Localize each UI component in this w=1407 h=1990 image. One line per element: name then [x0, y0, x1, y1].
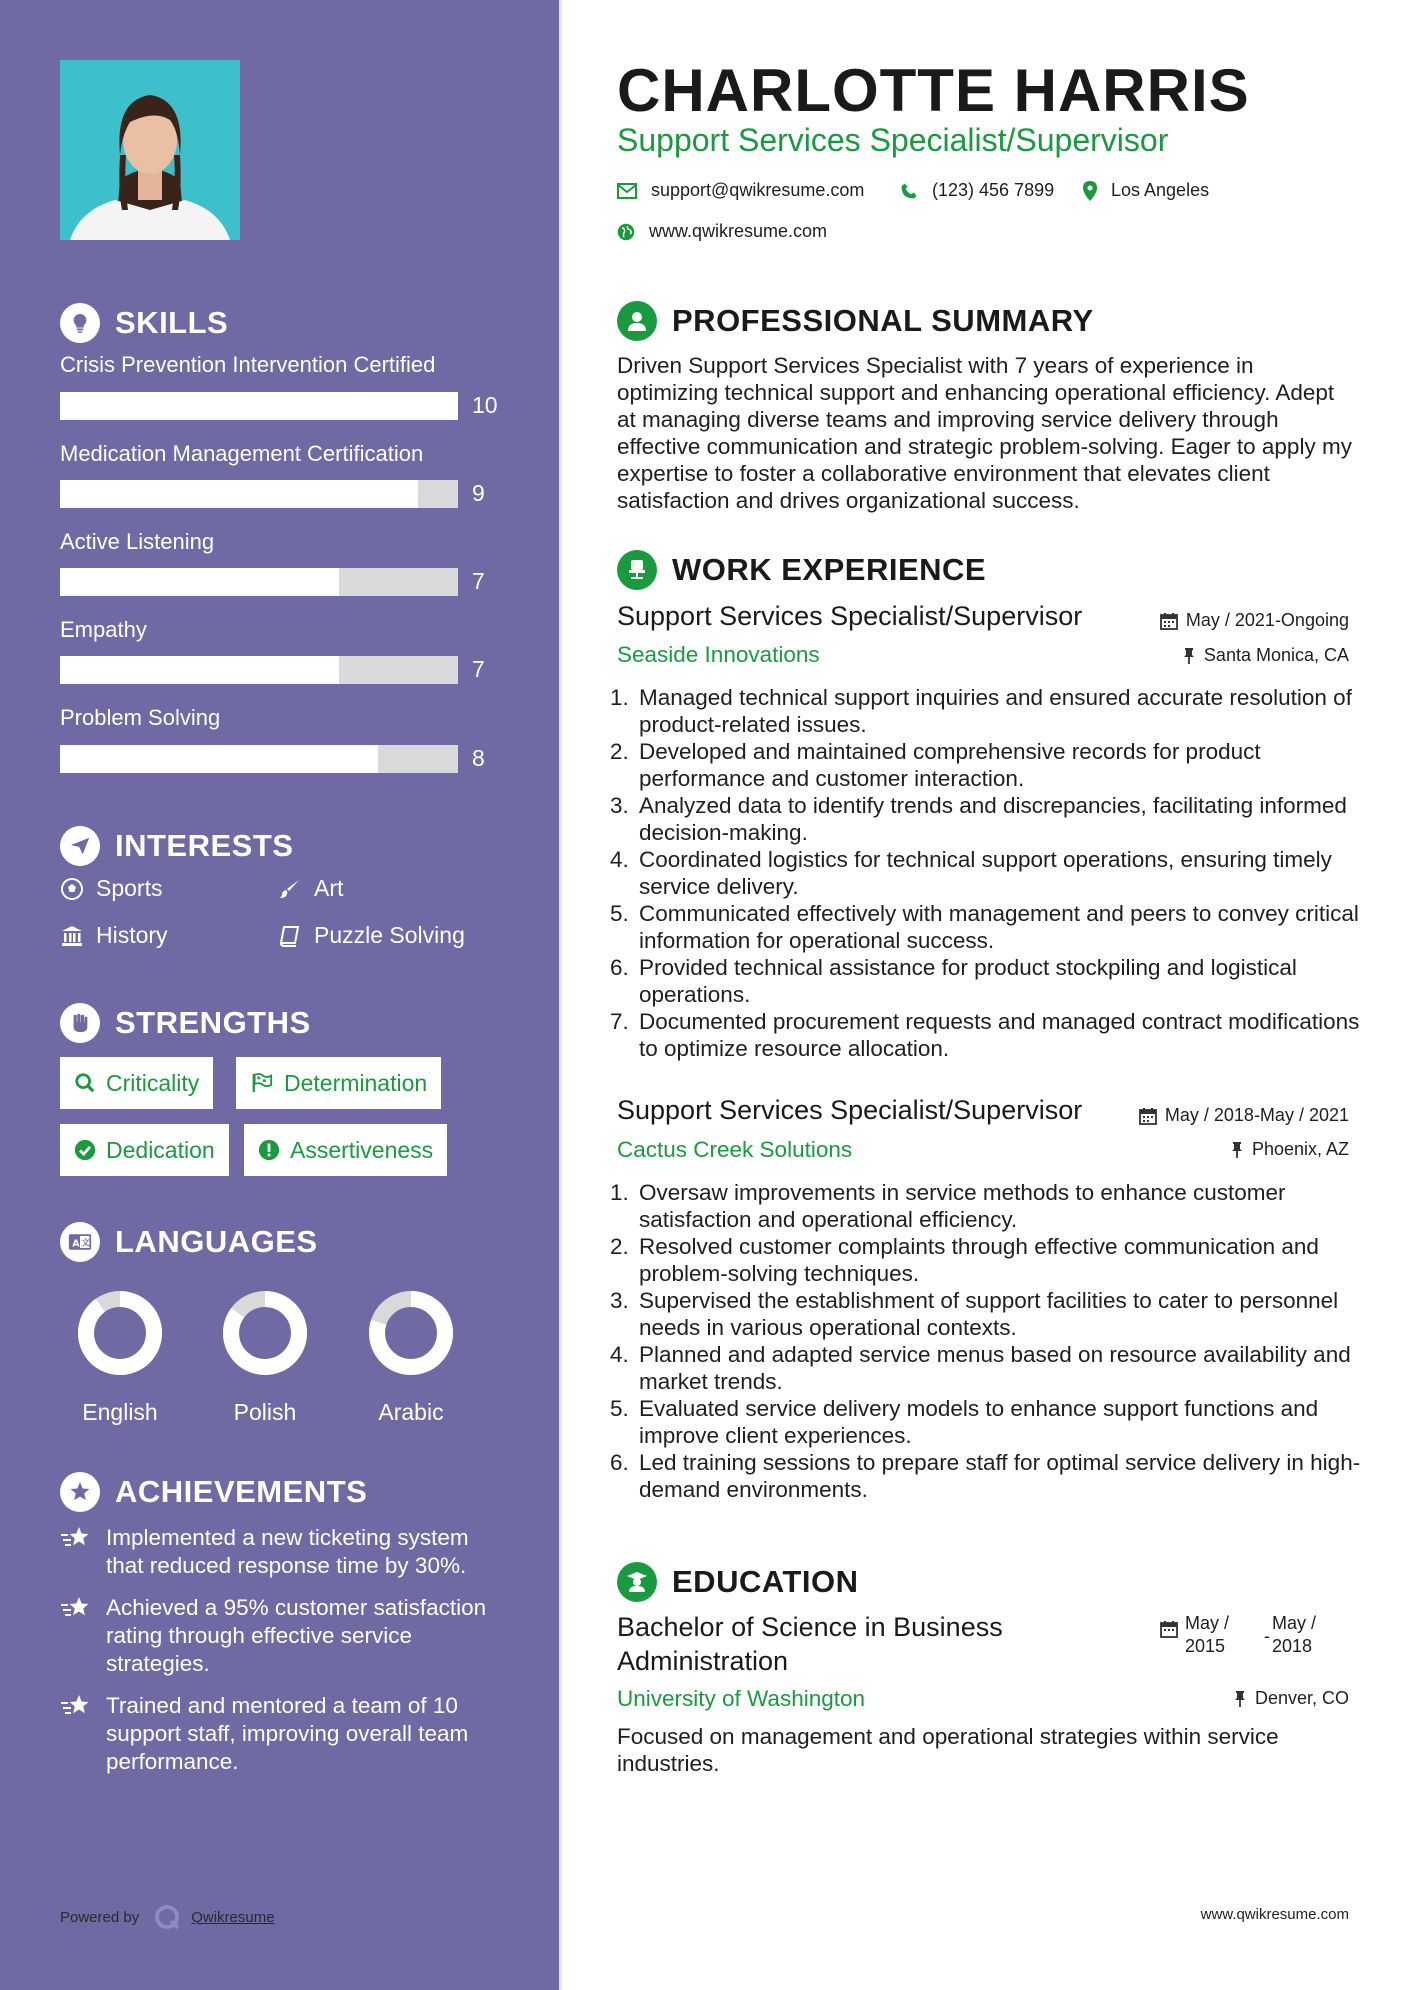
skill-bar-fill: [60, 568, 339, 596]
soccer-ball-icon: [60, 877, 84, 901]
graduate-icon: [617, 1562, 657, 1602]
raised-fist-icon: [60, 1003, 100, 1043]
interest-item: History: [60, 922, 168, 949]
list-item: 2. Developed and maintained comprehensive records for product performance and customer interaction.: [635, 738, 1375, 792]
contact-email: [617, 180, 864, 201]
skill-name: Empathy: [60, 617, 147, 642]
strength-tag: Assertiveness: [244, 1124, 447, 1176]
list-item: 1. Oversaw improvements in service methods to enhance customer satisfaction and operational efficiency.: [635, 1179, 1375, 1233]
sidebar-divider: [559, 0, 562, 1990]
language-ring-fill: [86, 1299, 154, 1367]
skill-name: Medication Management Certification: [60, 441, 424, 466]
job-location: Phoenix, AZ: [1230, 1139, 1349, 1160]
person-name: CHARLOTTE HARRIS: [617, 57, 1250, 124]
landmark-icon: [60, 924, 84, 948]
degree-title: Bachelor of Science in Business Administration: [617, 1612, 1003, 1676]
list-item: 3. Analyzed data to identify trends and discrepancies, facilitating informed decision-making.: [635, 792, 1375, 846]
email-link[interactable]: support@qwikresume.com: [651, 180, 865, 200]
language-icon: [60, 1222, 100, 1262]
strengths-heading: STRENGTHS: [60, 1001, 311, 1045]
skill-value: 10: [472, 392, 498, 418]
job-bullets: [617, 1179, 1375, 1503]
star-icon: [60, 1692, 96, 1776]
education-end-date: May / 2018: [1272, 1613, 1317, 1656]
strength-tag: Criticality: [60, 1057, 213, 1109]
education-heading: EDUCATION: [617, 1560, 858, 1604]
language-item: English: [60, 1288, 180, 1426]
language-level-ring: [366, 1288, 456, 1378]
job-dates: May / 2021-Ongoing: [1160, 610, 1349, 631]
job-title: Support Services Specialist/Supervisor: [617, 601, 1083, 631]
book-icon: [278, 924, 302, 948]
list-item: 4. Coordinated logistics for technical support operations, ensuring timely service delivery.: [635, 846, 1375, 900]
paper-plane-icon: [60, 826, 100, 866]
phone-icon: [900, 182, 918, 200]
summary-text: Driven Support Services Specialist with 7 years of experience in optimizing technical support and enhancing operational efficiency. Adept at managing diverse teams and improving service delivery through effective communication and strategic problem-solving. Eager to apply my expertise to foster a collaborative environment that elevates client satisfaction and drives organizational success.: [617, 353, 1352, 513]
skill-name: Active Listening: [60, 529, 215, 554]
flag-icon: [250, 1072, 274, 1094]
school-name: University of Washington: [617, 1686, 866, 1711]
profile-photo: [60, 60, 240, 240]
date-separator: -: [1264, 1626, 1270, 1646]
skill-name: Crisis Prevention Intervention Certified: [60, 352, 436, 377]
pushpin-icon: [1233, 1690, 1247, 1708]
envelope-icon: [617, 183, 637, 199]
job-title: Support Services Specialist/Supervisor: [617, 1095, 1083, 1125]
skills-heading: SKILLS: [60, 301, 228, 345]
interest-item: Art: [278, 875, 343, 902]
languages-heading: A 文 LANGUAGES: [60, 1220, 318, 1264]
language-item: Polish: [205, 1288, 325, 1426]
interest-item: Puzzle Solving: [278, 922, 465, 949]
list-item: 3. Supervised the establishment of support facilities to cater to personnel needs in various operational contexts.: [635, 1287, 1375, 1341]
list-item: 1. Managed technical support inquiries and ensured accurate resolution of product-related issues.: [635, 684, 1375, 738]
footer-url[interactable]: www.qwikresume.com: [1200, 1906, 1349, 1923]
education-location: Denver, CO: [1233, 1688, 1349, 1709]
achievement-item: Achieved a 95% customer satisfaction rating through effective service strategies.: [60, 1594, 500, 1678]
list-item: 5. Communicated effectively with management and peers to convey critical information for operational success.: [635, 900, 1375, 954]
contact-location: Los Angeles: [1083, 180, 1209, 201]
calendar-icon: [1139, 1107, 1157, 1125]
contact-website: [617, 221, 827, 242]
language-level-ring: [75, 1288, 165, 1378]
company-name: Seaside Innovations: [617, 642, 820, 667]
list-item: 2. Resolved customer complaints through effective communication and problem-solving techniques.: [635, 1233, 1375, 1287]
achievement-item: Trained and mentored a team of 10 support staff, improving overall team performance.: [60, 1692, 500, 1776]
check-circle-icon: [74, 1139, 96, 1161]
job-dates: May / 2018-May / 2021: [1139, 1105, 1349, 1126]
summary-heading: PROFESSIONAL SUMMARY: [617, 299, 1094, 343]
star-badge-icon: [60, 1472, 100, 1512]
skill-bar: [60, 656, 458, 684]
search-icon: [74, 1072, 96, 1094]
skill-value: 9: [472, 480, 485, 506]
map-marker-icon: [1083, 181, 1097, 201]
job-bullets: [617, 684, 1375, 1062]
user-icon: [617, 301, 657, 341]
pushpin-icon: [1182, 647, 1196, 665]
education-start-date: May / 2015: [1185, 1613, 1230, 1656]
qwikresume-link[interactable]: Qwikresume: [191, 1908, 275, 1926]
skill-bar-fill: [60, 656, 339, 684]
strength-tag: Dedication: [60, 1124, 229, 1176]
star-icon: [60, 1594, 96, 1678]
experience-heading: WORK EXPERIENCE: [617, 548, 986, 592]
calendar-icon: [1160, 1620, 1178, 1643]
achievement-item: Implemented a new ticketing system that reduced response time by 30%.: [60, 1524, 500, 1580]
list-item: 6. Provided technical assistance for product stockpiling and logistical operations.: [635, 954, 1375, 1008]
globe-icon: [617, 223, 635, 241]
education-description: Focused on management and operational strategies within service industries.: [617, 1724, 1279, 1776]
skill-value: 8: [472, 745, 485, 771]
interests-heading: INTERESTS: [60, 824, 293, 868]
skill-value: 7: [472, 568, 485, 594]
exclamation-circle-icon: [258, 1139, 280, 1161]
company-name: Cactus Creek Solutions: [617, 1137, 853, 1162]
paintbrush-icon: [278, 877, 302, 901]
skill-value: 7: [472, 656, 485, 682]
skill-bar-fill: [60, 480, 418, 508]
list-item: 6. Led training sessions to prepare staff for optimal service delivery in high-demand environments.: [635, 1449, 1375, 1503]
svg-text:A: A: [72, 1238, 80, 1250]
svg-text:文: 文: [81, 1238, 90, 1249]
language-item: Arabic: [351, 1288, 471, 1426]
contact-phone: (123) 456 7899: [900, 180, 1054, 201]
skill-bar: [60, 392, 458, 420]
skill-bar: [60, 745, 458, 773]
list-item: 7. Documented procurement requests and managed contract modifications to optimize resource allocation.: [635, 1008, 1375, 1062]
list-item: 4. Planned and adapted service menus based on resource availability and market trends.: [635, 1341, 1375, 1395]
skill-bar: [60, 568, 458, 596]
qwikresume-logo-icon: [153, 1903, 181, 1931]
skill-bar: [60, 480, 458, 508]
language-level-ring: [220, 1288, 310, 1378]
office-chair-icon: [617, 550, 657, 590]
skill-name: Problem Solving: [60, 705, 221, 730]
calendar-icon: [1160, 612, 1178, 630]
sidebar: [0, 0, 559, 1990]
strength-tag: Determination: [236, 1057, 441, 1109]
pushpin-icon: [1230, 1141, 1244, 1159]
website-link[interactable]: www.qwikresume.com: [649, 221, 828, 241]
skill-bar-fill: [60, 392, 458, 420]
star-icon: [60, 1524, 96, 1580]
powered-by: Powered by Qwikresume: [60, 1903, 275, 1931]
list-item: 5. Evaluated service delivery models to enhance support functions and improve client experiences.: [635, 1395, 1375, 1449]
interest-item: Sports: [60, 875, 162, 902]
achievements-heading: ACHIEVEMENTS: [60, 1470, 367, 1514]
skill-bar-fill: [60, 745, 378, 773]
person-role: Support Services Specialist/Supervisor: [617, 122, 1169, 158]
job-location: Santa Monica, CA: [1182, 645, 1349, 666]
lightbulb-icon: [60, 303, 100, 343]
